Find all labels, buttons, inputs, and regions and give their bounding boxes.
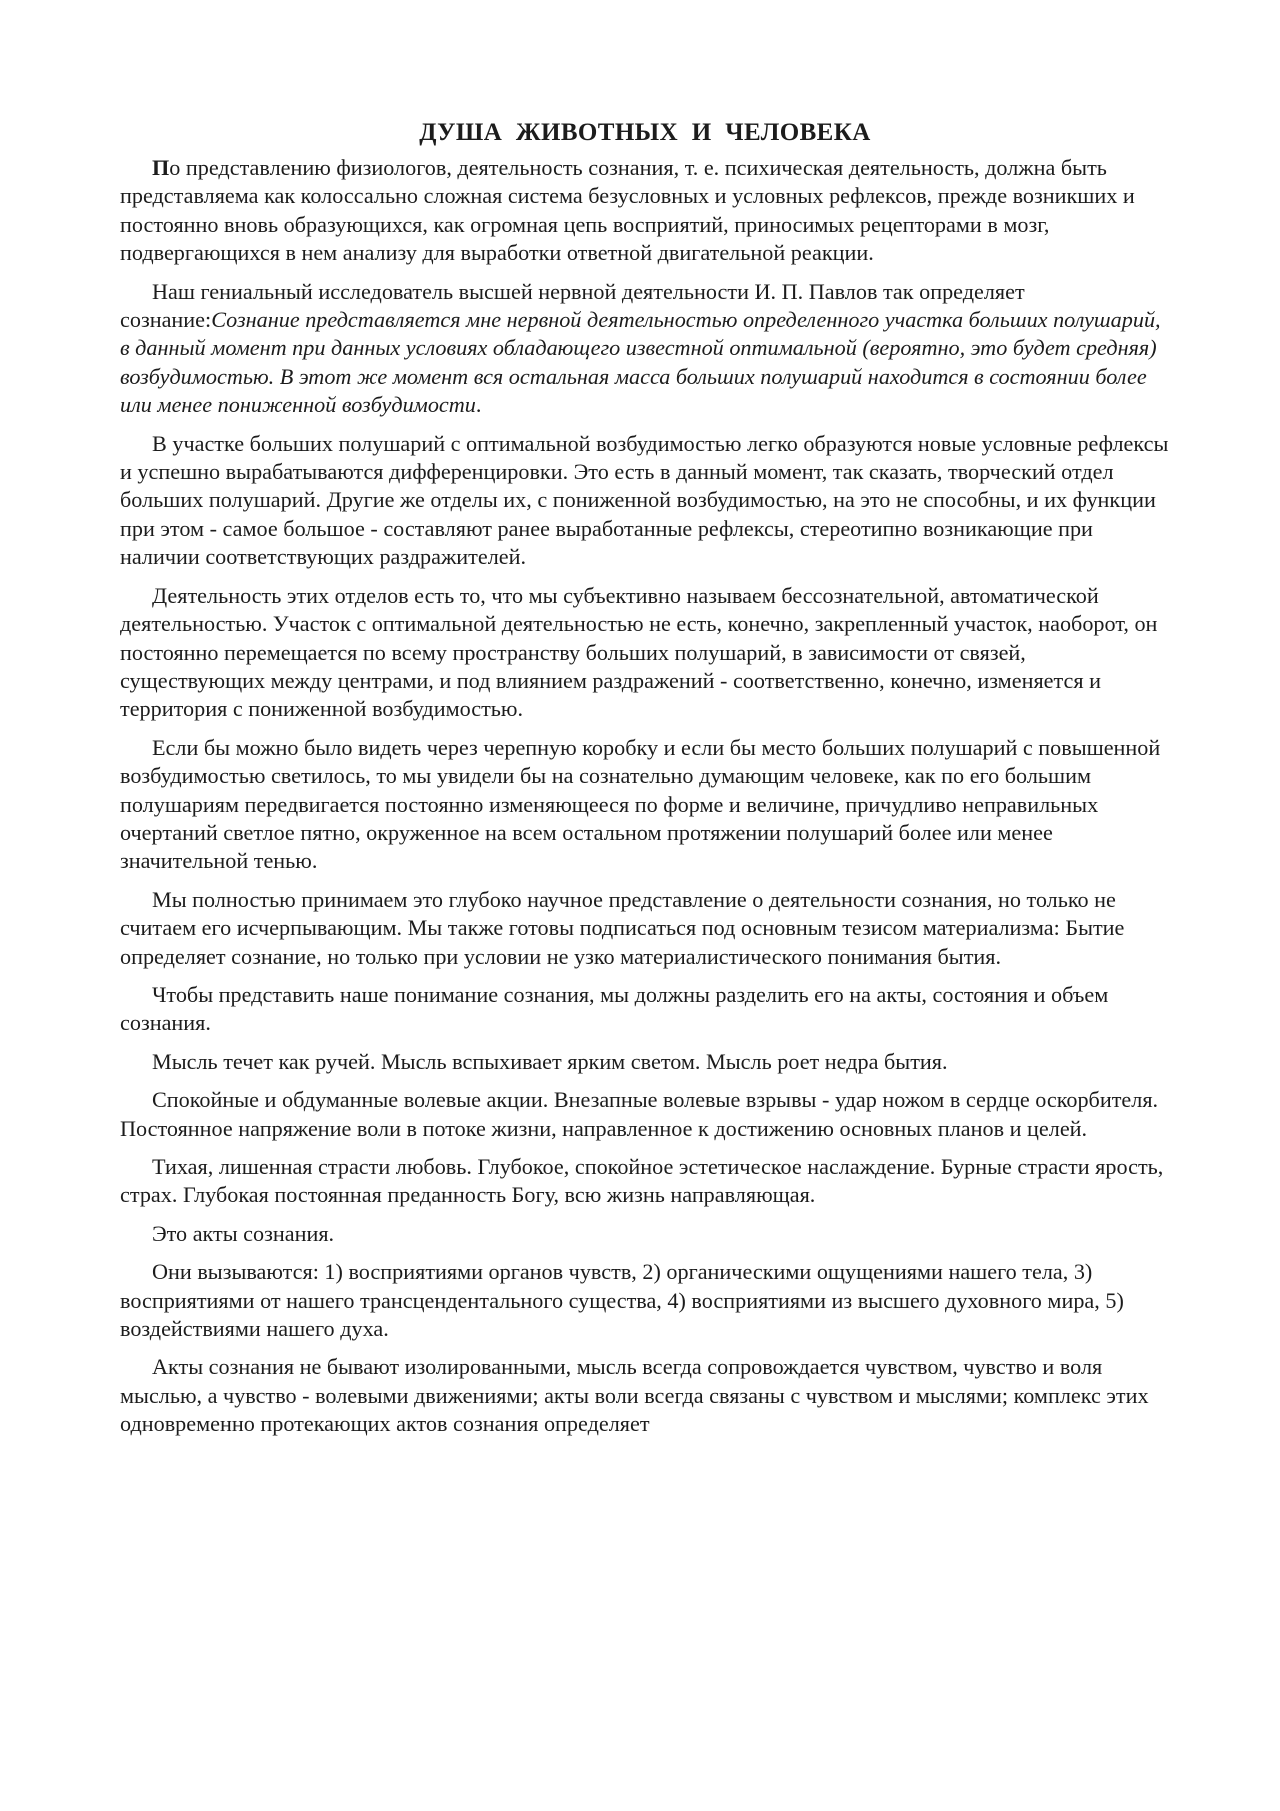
paragraph-6: Мы полностью принимаем это глубоко научное представление о деятельности сознания, но только не считаем его исчерпывающим. Мы также готовы подписаться под основным тезисом материализма: Бытие определяет сознание, но только при условии не узко материалистического понимания бытия. bbox=[120, 886, 1125, 969]
paragraph-5: Если бы можно было видеть через черепную коробку и если бы место больших полушарий с повышенной возбудимостью светилось, то мы увидели бы на сознательно думающим человеке, как по его большим полушариям передвигается постоянно изменяющееся по форме и величине, причудливо неправильных очертаний светлое пятно, окруженное на всем остальном протяжении полушарий более или менее значительной тенью. bbox=[120, 734, 1161, 874]
paragraph-13: Акты сознания не бывают изолированными, мысль всегда сопровождается чувством, чувство и воля мыслью, а чувство - волевыми движениями; акты воли всегда связаны с чувством и мыслями; комплекс этих одновременно протекающих актов сознания определяет bbox=[120, 1354, 1149, 1437]
paragraph-2-lead: Наш гениальный исследователь высшей нервной деятельности И. П. Павлов так определяет сознание: bbox=[120, 278, 1025, 333]
paragraph-3: В участке больших полушарий с оптимальной возбудимостью легко образуются новые условные рефлексы и успешно вырабатываются дифференцировки. Это есть в данный момент, так сказать, творческий отдел больших полушарий. Другие же отделы их, с пониженной возбудимостью, на это не способны, и их функции при этом - самое большое - составляют ранее выработанные рефлексы, стереотипно возникающие при наличии соответствующих раздражителей. bbox=[120, 430, 1169, 570]
paragraph-2 bbox=[120, 278, 1170, 420]
document-page bbox=[120, 118, 1170, 1449]
paragraph-12: Они вызываются: 1) восприятиями органов чувств, 2) органическими ощущениями нашего тела, 3) восприятиями от нашего трансцендентального существа, 4) восприятиями из высшего духовного мира, 5) воздействиями нашего духа. bbox=[120, 1259, 1124, 1342]
paragraph-11: Это акты сознания. bbox=[152, 1220, 335, 1246]
paragraph-2-end: . bbox=[475, 392, 482, 418]
paragraph-4: Деятельность этих отделов есть то, что мы субъективно называем бессознательной, автоматической деятельностью. Участок с оптимальной деятельностью не есть, конечно, закрепленный участок, наоборот, он постоянно перемещается по всему пространству больших полушарий, в зависимости от связей, существующих между центрами, и под влиянием раздражений - соответственно, конечно, изменяется и территория с пониженной возбудимостью. bbox=[120, 582, 1158, 722]
paragraph-1-text: о представлению физиологов, деятельность сознания, т. е. психическая деятельность, должна быть представляема как колоссально сложная система безусловных и условных рефлексов, прежде возникших и постоянно вновь образующихся, как огромная цепь восприятий, приносимых рецепторами в мозг, подвергающихся в нем анализу для выработки ответной двигательной реакции. bbox=[120, 155, 1135, 266]
pavlov-quote: Сознание представляется мне нервной деятельностью определенного участка больших полушарий, в данный момент при данных условиях обладающего известной оптимальной (вероятно, это будет средняя) возбудимостью. В этот же момент вся остальная масса больших полушарий находится в состоянии более или менее пониженной возбудимости bbox=[120, 307, 1161, 418]
drop-cap: П bbox=[152, 155, 170, 180]
paragraph-9: Спокойные и обдуманные волевые акции. Внезапные волевые взрывы - удар ножом в сердце оскорбителя. Постоянное напряжение воли в потоке жизни, направленное к достижению основных планов и целей. bbox=[120, 1087, 1159, 1141]
document-title: ДУША ЖИВОТНЫХ И ЧЕЛОВЕКА bbox=[419, 119, 871, 146]
paragraph-10: Тихая, лишенная страсти любовь. Глубокое, спокойное эстетическое наслаждение. Бурные страсти ярость, страх. Глубокая постоянная преданность Богу, всю жизнь направляющая. bbox=[120, 1154, 1164, 1208]
paragraph-8: Мысль течет как ручей. Мысль вспыхивает ярким светом. Мысль роет недра бытия. bbox=[152, 1048, 948, 1074]
paragraph-7: Чтобы представить наше понимание сознания, мы должны разделить его на акты, состояния и объем сознания. bbox=[120, 981, 1109, 1036]
paragraph-1 bbox=[120, 154, 1170, 268]
